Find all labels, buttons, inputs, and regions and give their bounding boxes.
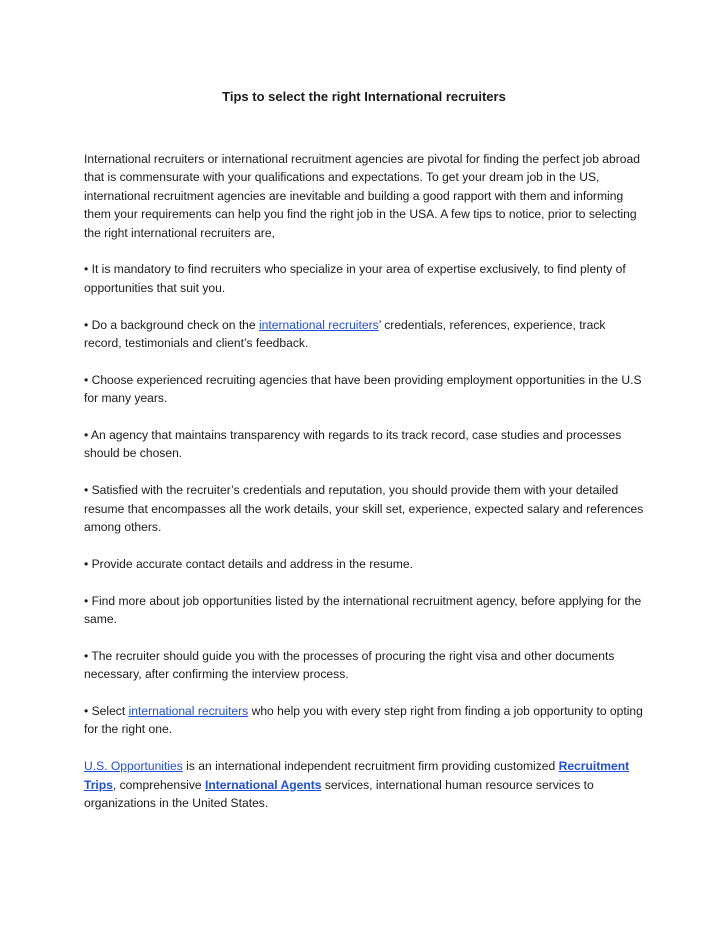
- closing-text-3: services, international human resource services to organizations in the United States.: [84, 777, 594, 811]
- international-agents-link[interactable]: International Agents: [205, 777, 322, 792]
- document-body: [84, 150, 644, 831]
- document-title: Tips to select the right International recruiters: [222, 89, 506, 104]
- closing-paragraph: [84, 757, 644, 812]
- tip-paragraph-6: • Provide accurate contact details and address in the resume.: [84, 556, 413, 571]
- recruitment-trips-link[interactable]: Recruitment Trips: [84, 759, 630, 792]
- tip-2-text-after: ’ credentials, references, experience, track record, testimonials and client’s feedback.: [84, 317, 606, 351]
- intro-paragraph: International recruiters or international recruitment agencies are pivotal for finding the perfect job abroad that is commensurate with your qualifications and expectations. To get your dream job in the US, international recruitment agencies are inevitable and building a good rapport with them and informing them your requirements can help you find the right job in the USA. A few tips to notice, prior to selecting the right international recruiters are,: [84, 152, 640, 240]
- international-recruiters-link-2[interactable]: international recruiters: [128, 704, 249, 719]
- tip-paragraph-8: • The recruiter should guide you with the processes of procuring the right visa and other documents necessary, after confirming the interview process.: [84, 648, 615, 682]
- tip-paragraph-4: • An agency that maintains transparency with regards to its track record, case studies and processes should be chosen.: [84, 428, 622, 461]
- international-recruiters-link[interactable]: international recruiters: [259, 317, 379, 332]
- closing-text-2: , comprehensive: [112, 777, 205, 792]
- tip-paragraph-1: • It is mandatory to find recruiters who specialize in your area of expertise exclusively, to find plenty of opportunities that suit you.: [84, 262, 626, 295]
- tip-paragraph-7: • Find more about job opportunities listed by the international recruitment agency, before applying for the same.: [84, 593, 642, 627]
- tip-9-text-after: who help you with every step right from finding a job opportunity to opting for the right one.: [84, 704, 643, 737]
- tip-9-text-before: • Select: [84, 704, 129, 719]
- tip-2-text-before: • Do a background check on the: [84, 317, 259, 332]
- tip-paragraph-9: [84, 702, 644, 739]
- tip-paragraph-2: [84, 316, 644, 353]
- closing-text-1: is an international independent recruitment firm providing customized: [182, 759, 559, 774]
- tip-paragraph-5: • Satisfied with the recruiter’s credentials and reputation, you should provide them with your detailed resume that encompasses all the work details, your skill set, experience, expected salary and references among others.: [84, 483, 644, 535]
- us-opportunities-link[interactable]: U.S. Opportunities: [84, 759, 183, 774]
- tip-paragraph-3: • Choose experienced recruiting agencies that have been providing employment opportunities in the U.S for many years.: [84, 372, 642, 406]
